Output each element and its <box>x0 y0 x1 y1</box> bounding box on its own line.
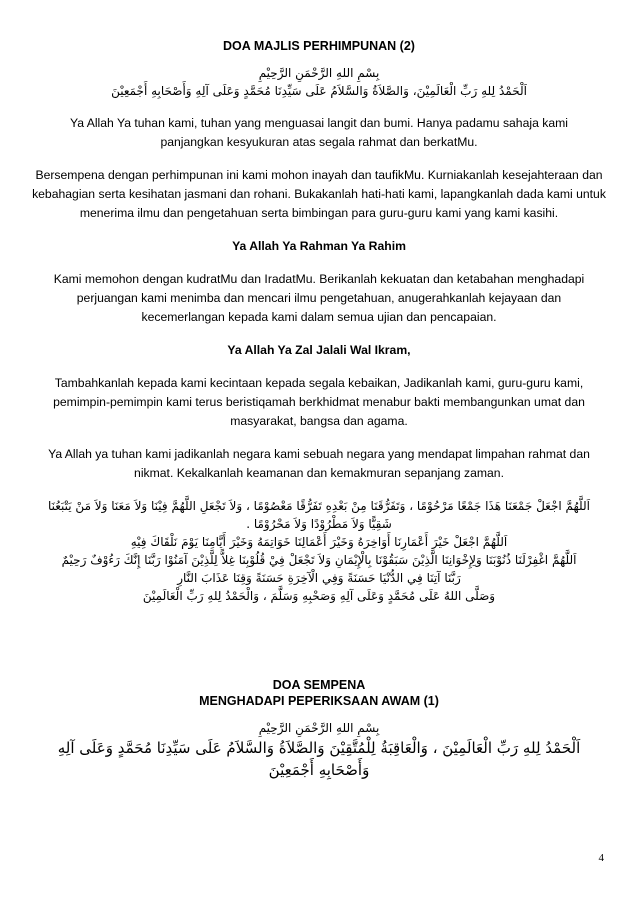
paragraph: Ya Allah ya tuhan kami jadikanlah negara kami sebuah negara yang mendapat limpahan rahmat dan nikmat. Kekalkanlah keamanan dan kemakmuran sepanjang zaman. <box>48 447 590 480</box>
bismillah: بِسْمِ اللهِ الرَّحْمَنِ الرَّحِيْمِ <box>258 721 380 735</box>
bismillah: بِسْمِ اللهِ الرَّحْمَنِ الرَّحِيْمِ <box>258 66 380 80</box>
page-number: 4 <box>598 852 604 864</box>
document-page <box>30 38 608 781</box>
opening-prayer-arabic: اَلْحَمْدُ لِلهِ رَبِّ الْعَالَمِيْنَ، وَالصَّلاَةُ وَالسَّلاَمُ عَلَى سَيِّدِنَا مُحَمَّدٍ وَعَلَى آلِهِ وَأَصْحَابِهِ أَجْمَعِيْنَ <box>111 84 527 98</box>
paragraph: Kami memohon dengan kudratMu dan IradatMu. Berikanlah kekuatan dan ketabahan menghadapi perjuangan kami menimba dan mencari ilmu pengetahuan, anugerahkanlah kejayaan dan kecemerlangan kepada kami dalam semua ujian dan pencapaian. <box>53 272 585 324</box>
invocation-heading: Ya Allah Ya Rahman Ya Rahim <box>232 239 406 253</box>
opening-prayer-arabic: اَلْحَمْدُ لِلهِ رَبِّ الْعَالَمِيْنَ ، وَالْعَاقِبَةُ لِلْمُتَّقِيْنَ وَالصَّلاَةُ وَالسَّلاَمُ عَلَى سَيِّدِنَا مُحَمَّدٍ وَعَلَى آلِهِ <box>57 739 581 757</box>
closing-prayer-line: اَللَّهُمَّ اجْعَلْ جَمْعَنَا هَذَا جَمْعًا مَرْحُوْمًا ، وَتَفَرُّقَنَا مِنْ بَعْدِهِ تَفَرُّقًا مَعْصُوْمًا ، وَلاَ تَجْعَلِ اللَّهُمَّ فِيْنَا وَلاَ مَعَنَا وَلاَ مَنْ يَتْبَعُنَا <box>47 499 591 513</box>
paragraph: Ya Allah Ya tuhan kami, tuhan yang menguasai langit dan bumi. Hanya padamu sahaja kami panjangkan kesyukuran atas segala rahmat dan berkatMu. <box>70 116 568 149</box>
closing-prayer-line: وَصَلَّى اللهُ عَلَى مُحَمَّدٍ وَعَلَى آلِهِ وَصَحْبِهِ وَسَلَّمَ ، وَالْحَمْدُ لِلهِ رَبِّ الْعَالَمِيْنَ <box>142 589 496 603</box>
closing-prayer-line: اَللَّهُمَّ اغْفِرْلَنَا ذُنُوْبَنَا وَلِإِخْوَانِنَا الَّذِيْنَ سَبَقُوْنَا بِالْإِيْمَانِ وَلاَ تَجْعَلْ فِيْ قُلُوْبِنَا غِلاًّ لِلَّذِيْنَ آمَنُوْا رَبَّنَا إِنَّكَ رَءُوْفٌ رَحِيْمٌ <box>61 553 577 567</box>
section-title: DOA SEMPENA <box>272 678 366 692</box>
paragraph: Tambahkanlah kepada kami kecintaan kepada segala kebaikan, Jadikanlah kami, guru-guru kami, pemimpin-pemimpin kami terus beristiqamah berkhidmat menabur bakti membangunkan umat dan masyarakat, bangsa dan agama. <box>53 376 585 428</box>
opening-prayer-arabic: وَأَصْحَابِهِ أَجْمَعِيْنَ <box>268 761 370 779</box>
section-title: DOA MAJLIS PERHIMPUNAN (2) <box>223 39 415 53</box>
paragraph: Bersempena dengan perhimpunan ini kami mohon inayah dan taufikMu. Kurniakanlah kesejahteraan dan kebahagian serta kesihatan jasmani dan rohani. Bukakanlah hati-hati kami, lapangkanlah dada kami untuk menerima ilmu dan pengetahuan serta bimbingan para guru-guru kami yang kami kasihi. <box>32 168 606 220</box>
section-subtitle: MENGHADAPI PEPERIKSAAN AWAM (1) <box>199 694 439 708</box>
invocation-heading: Ya Allah Ya Zal Jalali Wal Ikram, <box>227 343 411 357</box>
closing-prayer-line: شَقِيًّا وَلاَ مَطْرُوْدًا وَلاَ مَحْرُوْمًا . <box>246 517 392 531</box>
closing-prayer-line: اَللَّهُمَّ اجْعَلْ خَيْرَ أَعْمَارِنَا أَوَاخِرَهُ وَخَيْرَ أَعْمَالِنَا خَوَاتِمَهُ وَخَيْرَ أَيَّامِنَا يَوْمَ نَلْقَاكَ فِيْهِ <box>130 535 508 549</box>
closing-prayer-line: رَبَّنَا آتِنَا فِي الدُّنْيَا حَسَنَةً وَفِي الْآخِرَةِ حَسَنَةً وَقِنَا عَذَابَ النَّارِ <box>177 571 461 585</box>
